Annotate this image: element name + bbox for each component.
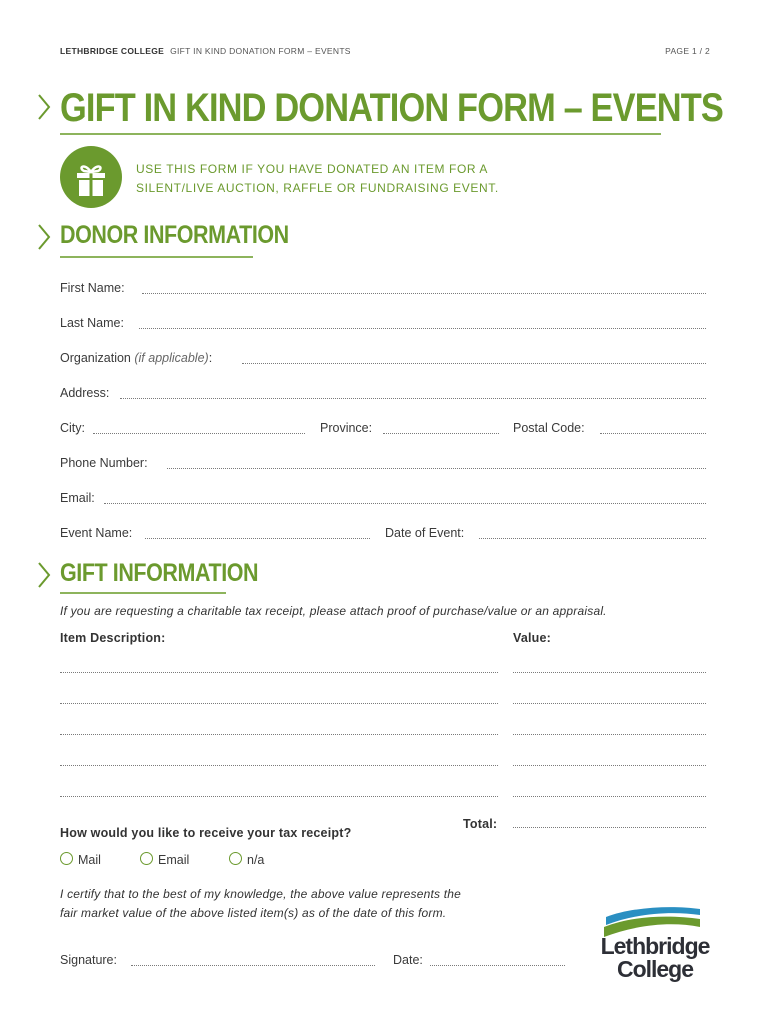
organization-text: Organization [60, 351, 131, 365]
value-line[interactable] [513, 703, 706, 704]
header-brand: LETHBRIDGE COLLEGE [60, 46, 165, 56]
organization-field[interactable] [242, 363, 706, 364]
intro-text [136, 160, 499, 198]
form-title: GIFT IN KIND DONATION FORM – EVENTS [60, 86, 724, 130]
receipt-note: If you are requesting a charitable tax receipt, please attach proof of purchase/value or an appraisal. [60, 604, 607, 618]
logo-text-line-1: Lethbridge [600, 933, 710, 959]
address-field[interactable] [120, 398, 706, 399]
total-label: Total: [463, 817, 498, 831]
gift-icon [60, 146, 122, 208]
gift-section-divider [60, 592, 226, 594]
intro-line-2: SILENT/LIVE AUCTION, RAFFLE OR FUNDRAISING EVENT. [136, 181, 499, 195]
chevron-right-icon [36, 560, 52, 590]
event-date-label: Date of Event: [385, 526, 465, 540]
gift-icon-badge [60, 146, 122, 208]
receipt-question: How would you like to receive your tax receipt? [60, 826, 352, 840]
email-label: Email: [60, 491, 95, 505]
item-description-line[interactable] [60, 796, 498, 797]
chevron-right-icon [36, 222, 52, 252]
email-field[interactable] [104, 503, 706, 504]
running-header [60, 46, 351, 56]
signature-field[interactable] [131, 965, 375, 966]
province-label: Province: [320, 421, 373, 435]
address-label: Address: [60, 386, 110, 400]
signature-colon: : [113, 953, 117, 967]
phone-field[interactable] [167, 468, 706, 469]
total-field[interactable] [513, 827, 706, 828]
radio-mail-label: Mail [78, 853, 101, 867]
title-divider [60, 133, 661, 135]
value-line[interactable] [513, 765, 706, 766]
last-name-field[interactable] [139, 328, 706, 329]
postal-code-field[interactable] [600, 433, 706, 434]
item-description-line[interactable] [60, 703, 498, 704]
intro-line-1: USE THIS FORM IF YOU HAVE DONATED AN ITEM FOR A [136, 162, 489, 176]
date-field[interactable] [430, 965, 565, 966]
certification-statement [60, 885, 461, 923]
radio-email-label: Email [158, 853, 190, 867]
date-text: Date [393, 953, 420, 967]
chevron-right-icon [36, 92, 52, 122]
province-field[interactable] [383, 433, 499, 434]
organization-note: (if applicable) [134, 351, 209, 365]
college-logo [597, 903, 713, 985]
gift-section-title: GIFT INFORMATION [60, 559, 259, 587]
page-number: PAGE 1 / 2 [665, 46, 710, 56]
postal-code-label: Postal Code: [513, 421, 585, 435]
city-field[interactable] [93, 433, 305, 434]
value-line[interactable] [513, 672, 706, 673]
event-date-field[interactable] [479, 538, 706, 539]
event-name-label: Event Name: [60, 526, 133, 540]
city-label: City: [60, 421, 85, 435]
item-description-header: Item Description: [60, 631, 166, 645]
radio-mail[interactable] [60, 852, 73, 865]
first-name-label: First Name: [60, 281, 125, 295]
donor-section-title: DONOR INFORMATION [60, 221, 289, 249]
item-description-line[interactable] [60, 672, 498, 673]
radio-email[interactable] [140, 852, 153, 865]
signature-label [60, 953, 117, 967]
item-description-line[interactable] [60, 765, 498, 766]
item-description-line[interactable] [60, 734, 498, 735]
value-line[interactable] [513, 734, 706, 735]
last-name-label: Last Name: [60, 316, 124, 330]
event-name-field[interactable] [145, 538, 370, 539]
value-line[interactable] [513, 796, 706, 797]
phone-label: Phone Number: [60, 456, 148, 470]
certification-line-1: I certify that to the best of my knowledge, the above value represents the [60, 887, 462, 901]
radio-na[interactable] [229, 852, 242, 865]
date-colon: : [419, 953, 423, 967]
certification-line-2: fair market value of the above listed item(s) as of the date of this form. [60, 906, 447, 920]
first-name-field[interactable] [142, 293, 706, 294]
organization-label [60, 351, 212, 365]
signature-text: Signature [60, 953, 114, 967]
date-label [393, 953, 423, 967]
header-doc-title: GIFT IN KIND DONATION FORM – EVENTS [170, 46, 351, 56]
organization-colon: : [208, 351, 213, 365]
donor-section-divider [60, 256, 253, 258]
value-header: Value: [513, 631, 552, 645]
radio-na-label: n/a [247, 853, 265, 867]
logo-text-line-2: College [616, 956, 694, 982]
